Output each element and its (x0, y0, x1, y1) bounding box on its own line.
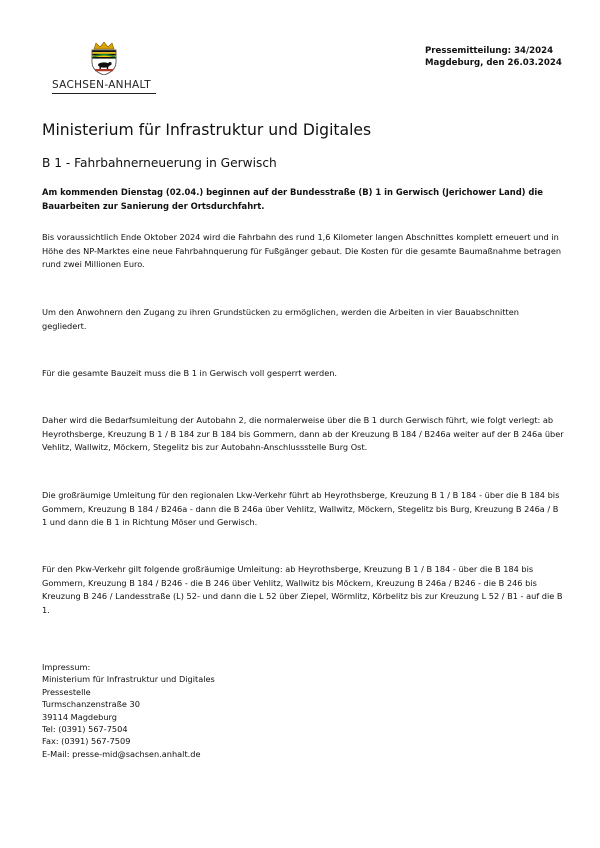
impressum-email: E-Mail: presse-mid@sachsen.anhalt.de (42, 748, 201, 759)
paragraph-5: Die großräumige Umleitung für den regionalen Lkw-Verkehr führt ab Heyrothsberge, Kreuzung B 1 / B 184 - über die B 184 bis Gommern, Kreuzung B 184 / B246a - dann die B 246a über Vehlitz, Wallwitz, Möckern, Stegelitz bis Burg, Kreuzung B 246a / B 1 und dann die B 1 in Richtung Möser und Gerwisch. (42, 490, 560, 528)
press-info (425, 45, 562, 69)
paragraph-6: Für den Pkw-Verkehr gilt folgende großräumige Umleitung: ab Heyrothsberge, Kreuzung B 1 / B 184 - über die B 184 bis Gommern, Kreuzung B 184 / B246 - die B 246 über Vehlitz, Wallwitz bis Möckern, Kreuzung B 246a / B246 - die B 246 bis Kreuzung B 246 / Landesstraße (L) 52- und dann die L 52 über Ziepel, Wörmlitz, Körbelitz bis zur Kreuzung L 52 / B1 - auf die B 1. (42, 564, 563, 615)
paragraph-2: Um den Anwohnern den Zugang zu ihren Grundstücken zu ermöglichen, werden die Arbeiten in vier Bauabschnitten gegliedert. (42, 307, 519, 331)
paragraph-1: Bis voraussichtlich Ende Oktober 2024 wird die Fahrbahn des rund 1,6 Kilometer langen Abschnittes komplett erneuert und in Höhe des NP-Marktes eine neue Fahrbahnquerung für Fußgänger gebaut. Die Kosten für die gesamte Baumaßnahme betragen rund zwei Millionen Euro. (42, 232, 562, 270)
lead-paragraph: Am kommenden Dienstag (02.04.) beginnen auf der Bundesstraße (B) 1 in Gerwisch (Jerichower Land) die Bauarbeiten zur Sanierung der Ortsdurchfahrt. (42, 187, 543, 211)
impressum-tel: Tel: (0391) 567-7504 (42, 724, 128, 735)
paragraph-3: Für die gesamte Bauzeit muss die B 1 in Gerwisch voll gesperrt werden. (42, 368, 338, 378)
impressum-city: 39114 Magdeburg (42, 711, 117, 722)
impressum-fax: Fax: (0391) 567-7509 (42, 736, 131, 747)
paragraph-4: Daher wird die Bedarfsumleitung der Autobahn 2, die normalerweise über die B 1 durch Gerwisch führt, wie folgt verlegt: ab Heyrothsberge, Kreuzung B 1 / B 184 zur B 184 bis Gommern, dann ab der Kreuzung B 184 / B246a weiter auf der B 246a über Vehlitz, Wallwitz, Möckern, Stegelitz bis zur Autobahn-Anschlussstelle Burg Ost. (42, 415, 564, 453)
sachsen-anhalt-logo (52, 42, 162, 94)
impressum-street: Turmschanzenstraße 30 (42, 699, 140, 710)
coat-of-arms-icon (90, 42, 118, 75)
press-release-number: Pressemitteilung: 34/2024 (425, 46, 554, 56)
impressum-ministry: Ministerium für Infrastruktur und Digitales (42, 674, 215, 685)
ministry-title: Ministerium für Infrastruktur und Digitales (42, 121, 372, 139)
logo-text: SACHSEN-ANHALT (52, 79, 156, 94)
place-date: Magdeburg, den 26.03.2024 (425, 58, 562, 68)
headline: B 1 - Fahrbahnerneuerung in Gerwisch (42, 156, 277, 170)
impressum (42, 661, 215, 760)
impressum-label: Impressum: (42, 662, 91, 672)
impressum-office: Pressestelle (42, 686, 91, 697)
